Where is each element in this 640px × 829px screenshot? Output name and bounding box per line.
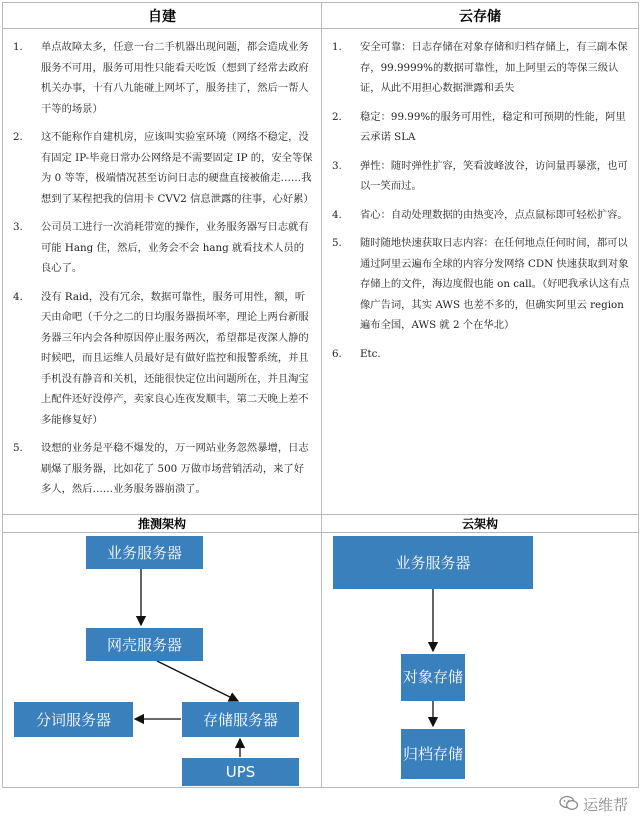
col-left-title: 自建 (3, 3, 322, 29)
box-business-server: 业务服务器 (333, 536, 533, 589)
wechat-bubble-icon (559, 795, 579, 815)
list-item: 3. 公司员工进行一次消耗带宽的操作，业务服务器写日志就有可能 Hang 住，然后，业务会不会 hang 就看技术人员的良心了。 (13, 221, 309, 274)
list-item: 6. Etc. (332, 347, 381, 360)
arrow-shell-to-storage (157, 661, 238, 701)
right-list (322, 29, 638, 378)
watermark (559, 794, 628, 815)
left-diagram (3, 532, 322, 787)
list-item: 4. 省心：自动处理数据的由热变冷，点点鼠标即可轻松扩容。 (332, 208, 628, 221)
watermark-text: 运维帮 (582, 796, 628, 814)
left-list (3, 29, 321, 514)
box-ups: UPS (182, 758, 299, 786)
list-item: 3. 弹性：随时弹性扩容，笑看波峰波谷，访问量再暴涨，也可以一笑而过。 (332, 159, 628, 192)
right-cell (322, 29, 639, 515)
box-object-storage: 对象存储 (401, 654, 465, 701)
col-right-title: 云存储 (322, 3, 639, 29)
box-business-server: 业务服务器 (86, 536, 203, 569)
list-item: 1. 单点故障太多，任意一台二手机器出现问题，都会造成业务服务不可用，服务可用性只能看天吃饭（想到了经常去政府机关办事，十有八九能碰上网坏了，服务挂了，然后一帮人干等的场景） (13, 41, 309, 115)
list-item: 2. 稳定：99.99%的服务可用性，稳定和可预期的性能，阿里云承诺 SLA (332, 110, 626, 143)
left-cell (3, 29, 322, 515)
list-item: 4. 没有 Raid，没有冗余，数据可靠性，服务可用性，额，听天由命吧（千分之二的日均服务器损坏率，理论上两台新服务器三年内会各种原因停止服务两次，希望都是夜深人静的时候吧，而且运维人员最好是有做好监控和报警系统，并且手机没有静音和关机，还能很快定位出问题所在，并且淘宝上配件还好没停产，卖家良心连夜发顺丰，第二天晚上差不多能修复好） (13, 290, 309, 426)
left-diagram-title: 推测架构 (3, 514, 322, 532)
list-item: 1. 安全可靠：日志存储在对象存储和归档存储上，有三副本保存，99.9999%的数据可靠性，加上阿里云的等保三级认证，从此不用担心数据泄露和丢失 (332, 41, 628, 94)
box-storage-server: 存储服务器 (182, 702, 299, 737)
comparison-table (2, 2, 639, 788)
box-archive-storage: 归档存储 (401, 729, 465, 779)
box-segment-server: 分词服务器 (14, 702, 133, 737)
right-diagram-title: 云架构 (322, 514, 639, 532)
box-shell-server: 网壳服务器 (86, 628, 203, 661)
list-item: 5. 随时随地快速获取日志内容：在任何地点任何时间，都可以通过阿里云遍布全球的内容分发网络 CDN 快速获取到对象存储上的文件，海边度假也能 on call。（好吧我承认这有点像广告词，其实 AWS 也差不多的，但确实阿里云 region 遍布全国，AWS 就 2 个在华北） (332, 237, 630, 331)
right-diagram (322, 532, 639, 787)
list-item: 5. 设想的业务是平稳不爆发的，万一网站业务忽然暴增，日志刷爆了服务器，比如花了 500 万做市场营销活动，来了好多人，然后……业务服务器崩溃了。 (13, 442, 309, 495)
list-item: 2. 这不能称作自建机房，应该叫实验室环境（网络不稳定，没有固定 IP-毕竟日常办公网络是不需要固定 IP 的，安全等保为 0 等等，极端情况甚至访问日志的硬盘直接被偷走……我想到了某程把我的信用卡 CVV2 信息泄露的往事，心好累） (13, 131, 314, 205)
